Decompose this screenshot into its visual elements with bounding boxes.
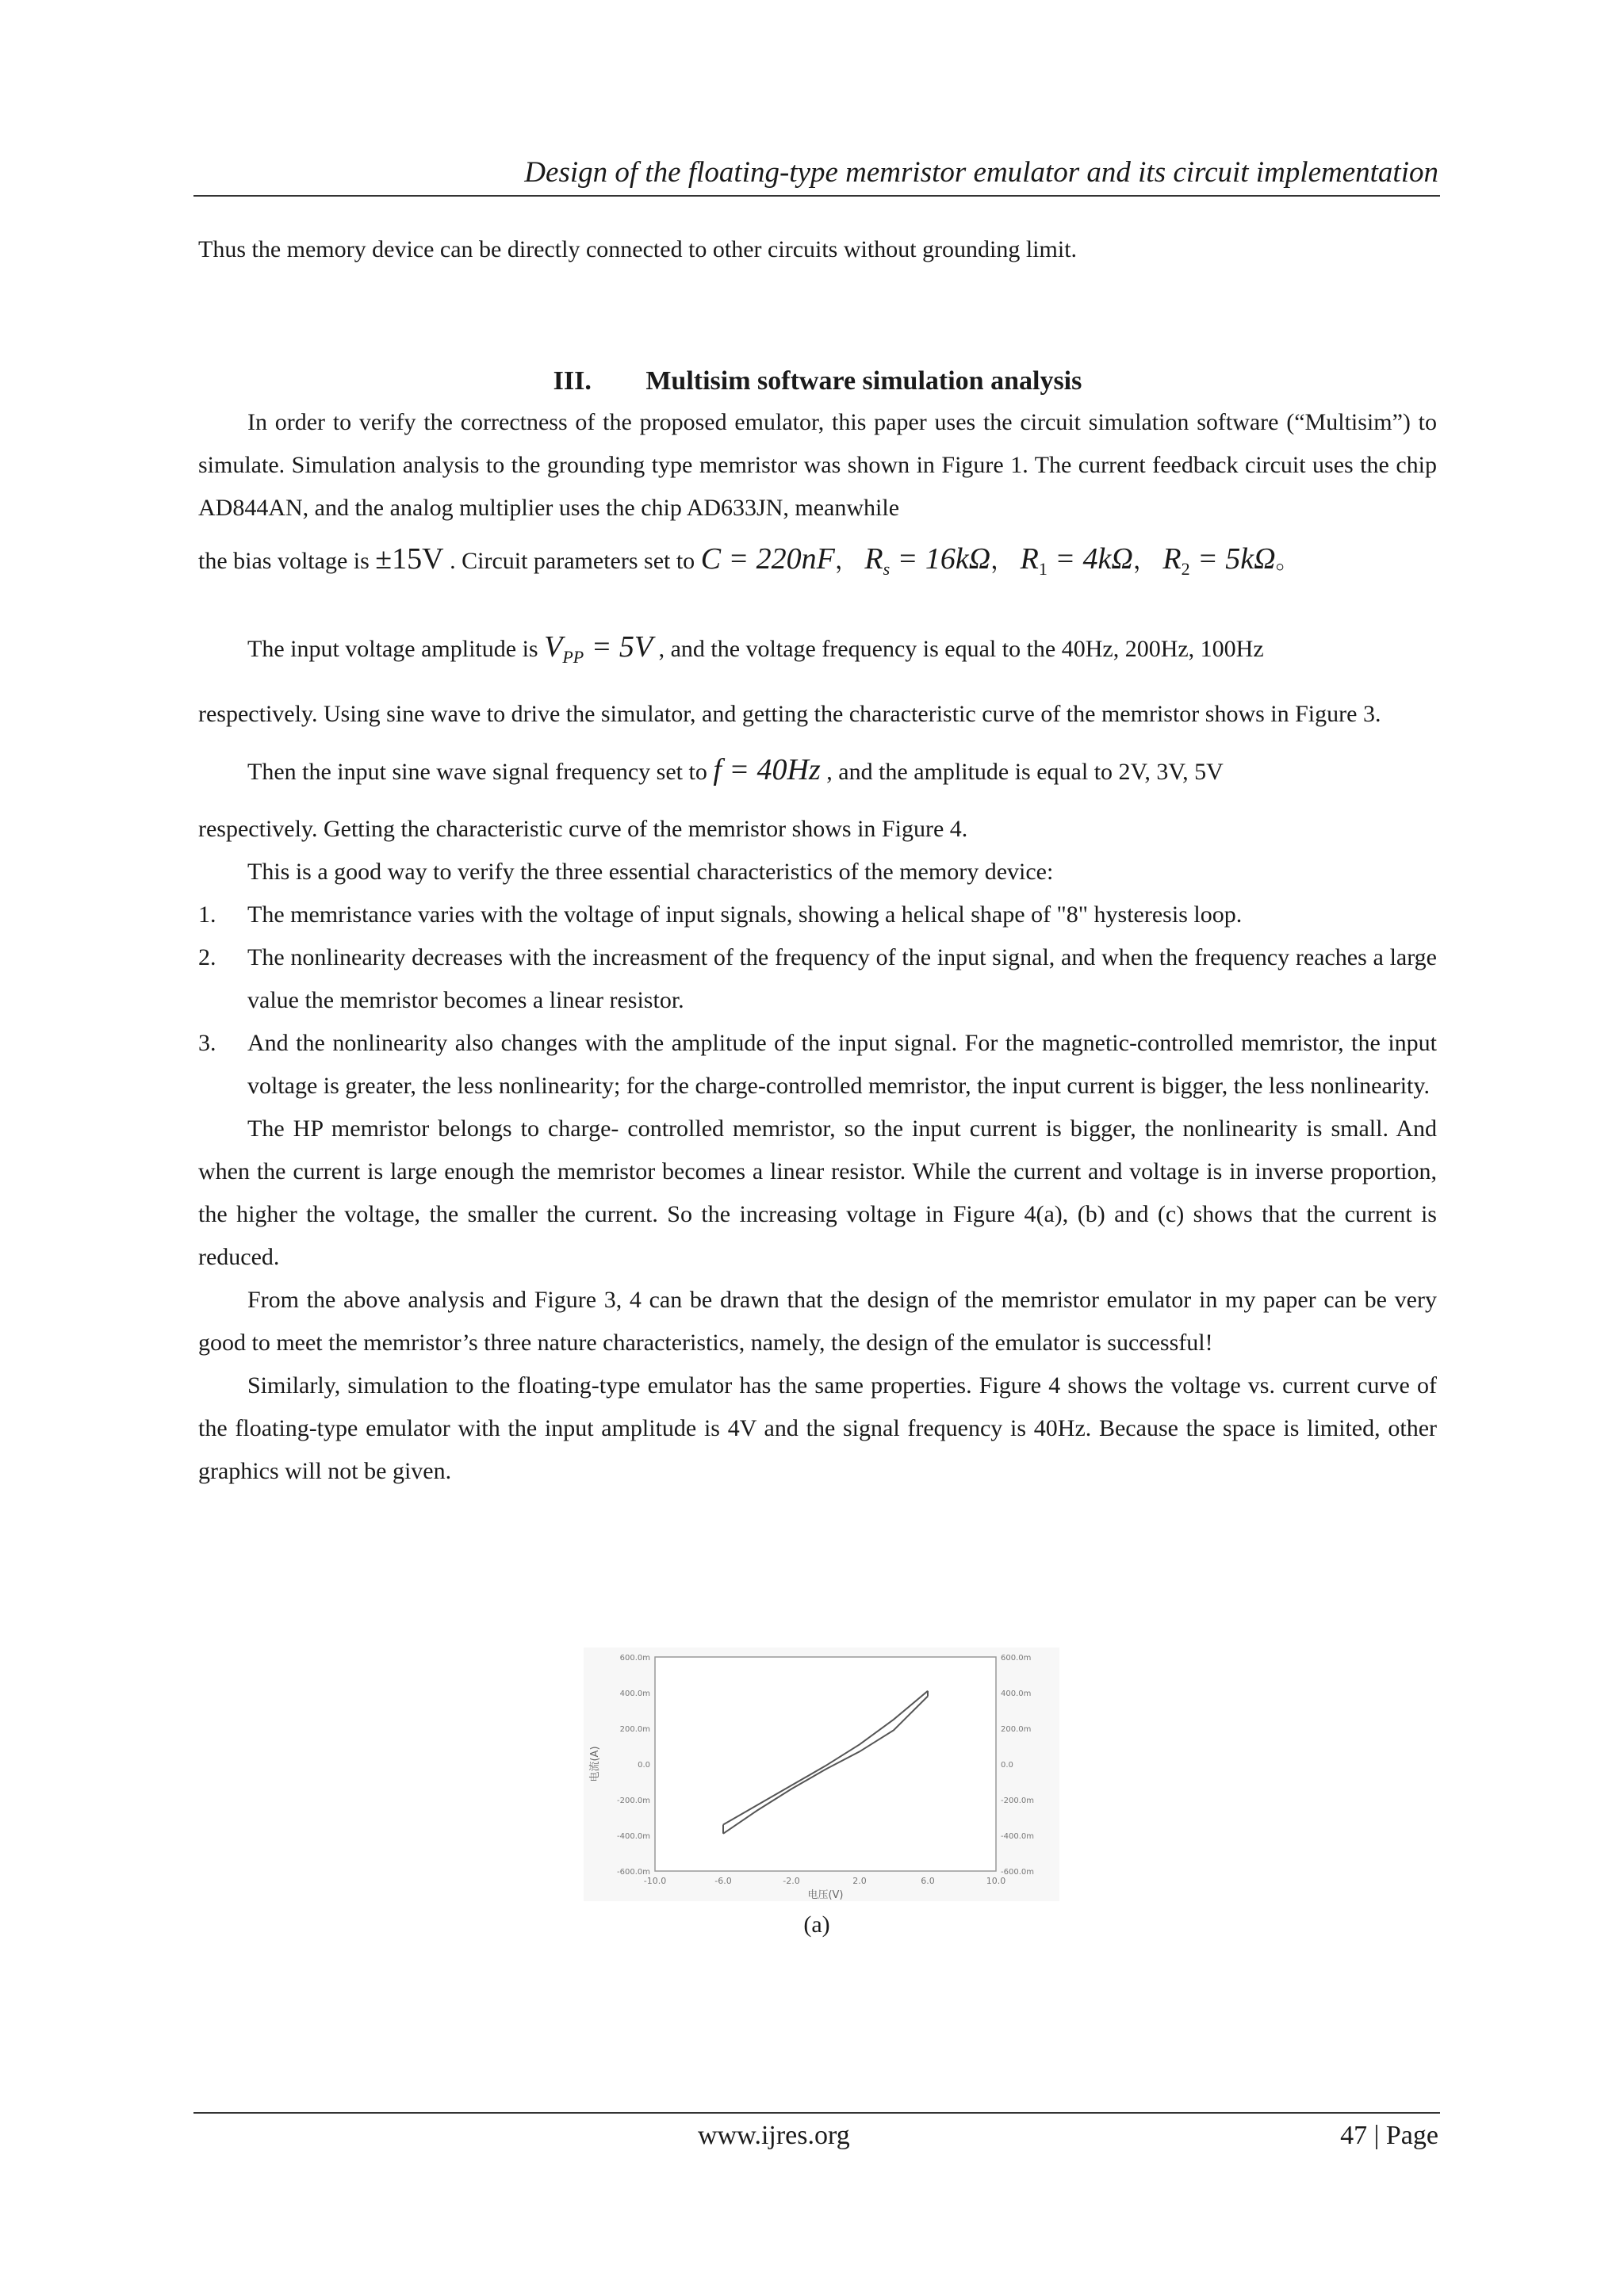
y-tick-label-right: -600.0m xyxy=(1001,1868,1034,1877)
footer-rule xyxy=(193,2112,1440,2114)
plot-frame xyxy=(655,1657,996,1871)
rs-value: = 16kΩ xyxy=(890,542,991,576)
p2-lead: The input voltage amplitude is xyxy=(247,636,538,662)
x-tick-label: 6.0 xyxy=(921,1876,935,1886)
header-rule xyxy=(193,195,1440,197)
paragraph-6: From the above analysis and Figure 3, 4 can be drawn that the design of the memristor emulator in my paper can be very good to meet the memristor’s three nature characteristics, namely, the design of the emulator is successful! xyxy=(198,1287,1437,1356)
list-text: And the nonlinearity also changes with the amplitude of the input signal. For the magnetic-controlled memristor, the input voltage is greater, the less nonlinearity; for the charge-controlled memristor, the input current is bigger, the less nonlinearity. xyxy=(247,1030,1437,1099)
y-tick-label-right: 600.0m xyxy=(1001,1654,1032,1663)
paragraph-1: In order to verify the correctness of the proposed emulator, this paper uses the circuit simulation software (“Multisim”) to simulate. Simulation analysis to the grounding type memristor was shown in Figure 1. The current feedback circuit uses the chip AD844AN, and the analog multiplier uses the chip AD633JN, meanwhile xyxy=(198,409,1437,521)
y-tick-label-left: -200.0m xyxy=(617,1797,650,1805)
r2-symbol: R xyxy=(1162,542,1182,576)
params-lead: . Circuit parameters set to xyxy=(450,548,695,574)
section-body xyxy=(198,401,1437,1493)
section-title: Multisim software simulation analysis xyxy=(645,366,1082,396)
list-item xyxy=(198,1022,1437,1108)
y-tick-label-left: 600.0m xyxy=(619,1654,650,1663)
section-number: III. xyxy=(553,366,592,396)
x-tick-label: -10.0 xyxy=(643,1876,667,1886)
paragraph-7: Similarly, simulation to the floating-type emulator has the same properties. Figure 4 shows the voltage vs. current curve of the floating-type emulator with the input amplitude is 4V and the signal frequency is 40Hz. Because the space is limited, other graphics will not be given. xyxy=(198,1372,1437,1484)
x-axis-label: 电压(V) xyxy=(807,1889,844,1901)
rs-symbol: R xyxy=(864,542,883,576)
y-tick-label-right: -200.0m xyxy=(1001,1797,1034,1805)
separator-2: ， xyxy=(990,548,1015,574)
p3-tail: , and the amplitude is equal to 2V, 3V, 5V xyxy=(826,759,1224,785)
figure-caption: (a) xyxy=(803,1911,830,1938)
y-tick-label-right: 0.0 xyxy=(1001,1761,1013,1770)
paragraph-3 xyxy=(198,740,1437,802)
y-axis-label: 电流(A) xyxy=(589,1746,601,1782)
y-tick-label-left: 400.0m xyxy=(619,1689,650,1698)
vpp-symbol: V xyxy=(544,630,563,664)
frequency-equation: f = 40Hz xyxy=(713,753,821,786)
list-number: 2. xyxy=(198,944,216,970)
y-tick-label-left: 200.0m xyxy=(619,1725,650,1734)
list-text: The memristance varies with the voltage of input signals, showing a helical shape of "8" hysteresis loop. xyxy=(247,901,1243,928)
x-tick-label: 2.0 xyxy=(852,1876,867,1886)
rs-subscript: s xyxy=(883,559,891,579)
r1-symbol: R xyxy=(1020,542,1039,576)
vpp-subscript: PP xyxy=(562,647,584,667)
running-header: Design of the floating-type memristor emulator and its circuit implementation xyxy=(524,156,1438,189)
capacitance-equation: C = 220nF xyxy=(700,542,835,576)
p2-tail: , and the voltage frequency is equal to the 40Hz, 200Hz, 100Hz xyxy=(658,636,1264,662)
r2-value: = 5kΩ xyxy=(1189,542,1276,576)
y-tick-label-right: 400.0m xyxy=(1001,1689,1032,1698)
end-mark: 。 xyxy=(1275,548,1300,574)
y-tick-label-right: -400.0m xyxy=(1001,1832,1034,1841)
footer-url: www.ijres.org xyxy=(698,2121,850,2150)
x-tick-label: -2.0 xyxy=(783,1876,800,1886)
section-heading xyxy=(198,362,1437,401)
paragraph-3-continued: respectively. Getting the characteristic curve of the memristor shows in Figure 4. xyxy=(198,816,968,842)
y-tick-label-left: 0.0 xyxy=(638,1761,650,1770)
page-number: 47 | Page xyxy=(1340,2121,1438,2150)
intro-text: Thus the memory device can be directly connected to other circuits without grounding limit. xyxy=(198,236,1078,262)
paragraph-4: This is a good way to verify the three essential characteristics of the memory device: xyxy=(247,859,1054,885)
paragraph-1-equations xyxy=(198,530,1437,599)
paragraph-2 xyxy=(198,618,1437,687)
list-item xyxy=(198,894,1437,936)
bias-value: ±15V xyxy=(375,542,444,576)
figure-4a xyxy=(584,1647,1059,1901)
list-number: 1. xyxy=(198,901,216,928)
x-tick-label: 10.0 xyxy=(986,1876,1006,1886)
p3-lead: Then the input sine wave signal frequency set to xyxy=(247,759,707,785)
separator-1: ， xyxy=(834,548,859,574)
y-tick-label-right: 200.0m xyxy=(1001,1725,1032,1734)
intro-paragraph xyxy=(198,228,1437,271)
paragraph-2-continued: respectively. Using sine wave to drive the simulator, and getting the characteristic curve of the memristor shows in Figure 3. xyxy=(198,701,1381,727)
list-item xyxy=(198,936,1437,1022)
vpp-value: = 5V xyxy=(584,630,653,664)
r2-subscript: 2 xyxy=(1181,559,1190,579)
r1-value: = 4kΩ xyxy=(1047,542,1133,576)
list-number: 3. xyxy=(198,1030,216,1056)
bias-lead: the bias voltage is xyxy=(198,548,370,574)
paragraph-5: The HP memristor belongs to charge- controlled memristor, so the input current is bigger, the nonlinearity is small. And when the current is large enough the memristor becomes a linear resistor. While the current and voltage is in inverse proportion, the higher the voltage, the smaller the current. So the increasing voltage in Figure 4(a), (b) and (c) shows that the current is reduced. xyxy=(198,1115,1437,1270)
separator-3: ， xyxy=(1132,548,1157,574)
y-tick-label-left: -600.0m xyxy=(617,1868,650,1877)
characteristics-list xyxy=(198,894,1437,1108)
y-tick-label-left: -400.0m xyxy=(617,1832,650,1841)
iv-curve-chart xyxy=(584,1647,1059,1901)
r1-subscript: 1 xyxy=(1038,559,1048,579)
list-text: The nonlinearity decreases with the increasment of the frequency of the input signal, and when the frequency reaches a large value the memristor becomes a linear resistor. xyxy=(247,944,1437,1013)
x-tick-label: -6.0 xyxy=(714,1876,732,1886)
